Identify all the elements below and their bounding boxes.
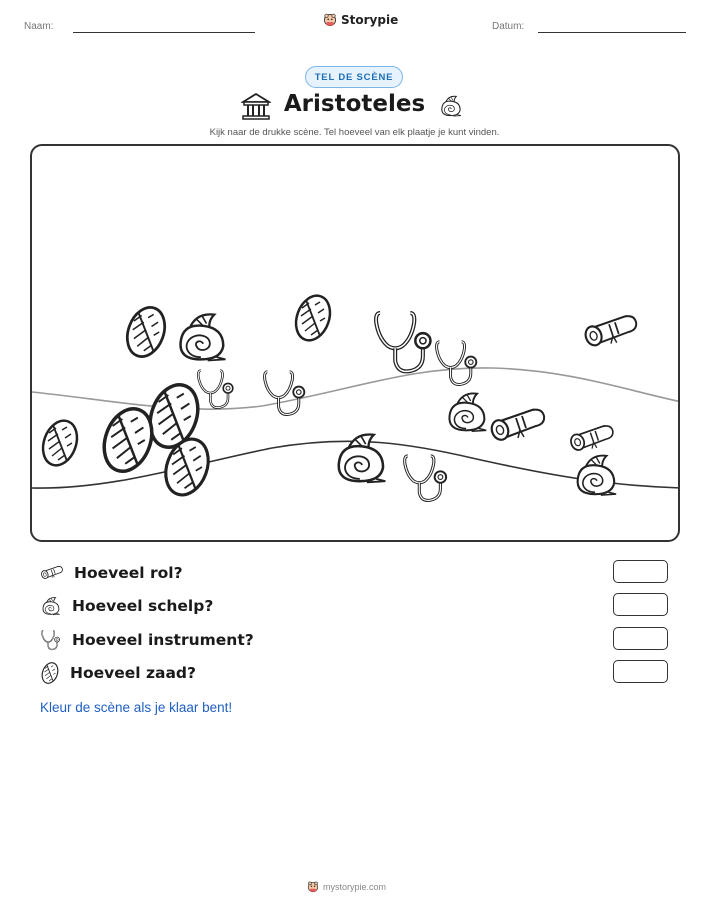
stethoscope-icon <box>40 629 62 651</box>
footer-url[interactable]: mystorypie.com <box>323 882 387 892</box>
answer-box-shell[interactable] <box>613 593 668 616</box>
answer-box-instrument[interactable] <box>613 627 668 650</box>
scroll-icon <box>583 316 636 348</box>
shell-icon <box>449 393 486 431</box>
answer-box-seed[interactable] <box>613 660 668 683</box>
stethoscope-icon <box>265 372 305 415</box>
date-line[interactable] <box>538 32 686 33</box>
name-label: Naam: <box>24 21 54 32</box>
shell-icon <box>40 596 62 616</box>
page-title: Aristoteles <box>283 91 426 117</box>
stethoscope-icon <box>376 313 430 371</box>
question-row-scroll <box>40 561 183 585</box>
brand <box>323 13 398 27</box>
name-line[interactable] <box>73 32 255 33</box>
question-text: Hoeveel schelp? <box>72 597 214 615</box>
seed-icon <box>121 302 171 362</box>
shell-icon <box>439 94 463 118</box>
scroll-icon <box>40 564 64 582</box>
seed-icon <box>40 661 60 685</box>
shell-icon <box>578 456 617 496</box>
answer-box-scroll[interactable] <box>613 560 668 583</box>
stethoscope-icon <box>198 371 233 408</box>
footer <box>307 881 386 893</box>
seed-icon <box>290 291 336 345</box>
scene-panel <box>30 144 680 542</box>
storypie-mascot-icon <box>323 13 337 27</box>
seed-icon <box>37 416 83 470</box>
question-text: Hoeveel instrument? <box>72 631 254 649</box>
stethoscope-icon <box>437 342 477 385</box>
question-row-seed <box>40 661 196 685</box>
scene-illustration <box>32 146 680 542</box>
date-label: Datum: <box>492 21 525 32</box>
scroll-icon <box>569 425 613 452</box>
instructions: Kijk naar de drukke scène. Tel hoeveel van elk plaatje je kunt vinden. <box>209 127 500 138</box>
coloring-note: Kleur de scène als je klaar bent! <box>40 700 233 715</box>
scroll-icon <box>489 409 544 442</box>
storypie-mascot-icon <box>307 881 319 893</box>
question-row-instrument <box>40 628 254 652</box>
shell-icon <box>181 314 226 360</box>
activity-badge: TEL DE SCÈNE <box>305 66 403 88</box>
stethoscope-icon <box>405 456 446 500</box>
hill-line-back <box>32 368 680 409</box>
question-text: Hoeveel rol? <box>74 564 183 582</box>
brand-name: Storypie <box>341 13 399 27</box>
question-text: Hoeveel zaad? <box>70 664 196 682</box>
question-row-shell <box>40 594 213 618</box>
